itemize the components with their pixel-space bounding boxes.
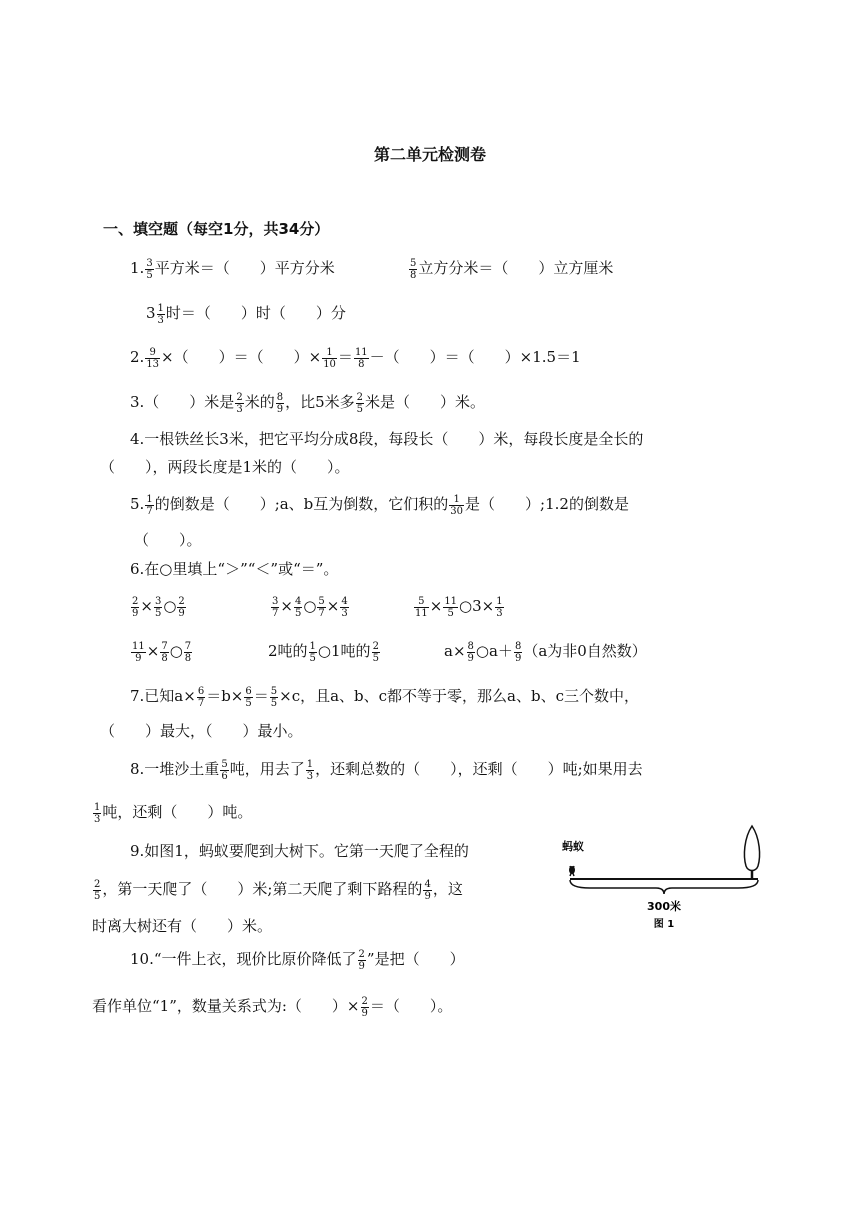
- fraction: [157, 303, 165, 326]
- text-segment: 9.如图1，蚂蚁要爬到大树下。它第一天爬了全程的: [130, 842, 469, 860]
- question-line: [130, 948, 465, 972]
- tree-icon: [744, 826, 759, 879]
- text-segment: ＝（ ）。: [369, 997, 453, 1015]
- fraction: [93, 879, 101, 902]
- fraction-denominator: 13: [146, 358, 160, 370]
- text-segment: ×: [429, 597, 443, 615]
- fraction-denominator: 30: [450, 505, 464, 517]
- text-segment: 看作单位“1”，数量关系式为:（ ）×: [92, 997, 360, 1015]
- text-segment: 2.: [130, 348, 145, 366]
- text-segment: （a为非0自然数）: [523, 642, 647, 660]
- fraction-denominator: 5: [154, 607, 162, 619]
- fraction-numerator: 4: [341, 595, 348, 607]
- fraction: [306, 759, 314, 782]
- ant-label: 蚂蚁: [562, 840, 584, 853]
- page-title: 第二单元检测卷: [373, 145, 486, 164]
- fraction: [197, 686, 205, 709]
- question-line: [268, 640, 381, 664]
- fraction: [145, 494, 153, 517]
- fraction: [235, 392, 243, 415]
- fraction-denominator: 5: [356, 403, 363, 415]
- text-segment: 2吨的: [268, 642, 308, 660]
- fraction-denominator: 7: [197, 697, 205, 709]
- text-segment: ×: [146, 642, 160, 660]
- text-segment: 3: [146, 304, 156, 322]
- fraction-numerator: 2: [358, 948, 365, 960]
- question-line: [130, 685, 639, 709]
- text-segment: ，还剩总数的（ ），还剩（ ）吨;如果用去: [315, 760, 643, 778]
- text-segment: ×: [140, 597, 153, 615]
- fraction-numerator: 9: [145, 347, 160, 359]
- fraction-denominator: 9: [467, 652, 474, 664]
- fraction: [131, 641, 146, 664]
- fraction-numerator: 7: [184, 640, 192, 652]
- fraction: [145, 347, 160, 370]
- text-segment: 时离大树还有（ ）米。: [92, 917, 273, 935]
- text-segment: 是（ ）;1.2的倒数是: [465, 495, 629, 513]
- fraction-numerator: 8: [276, 391, 284, 403]
- fraction: [220, 759, 228, 782]
- fraction-denominator: 9: [132, 607, 139, 619]
- fraction-numerator: 1: [157, 302, 164, 314]
- fraction-denominator: 7: [272, 607, 279, 619]
- question-line: [444, 640, 647, 664]
- fraction-denominator: 8: [161, 652, 168, 664]
- fraction: [160, 641, 168, 664]
- fraction: [372, 641, 380, 664]
- fraction-numerator: 3: [154, 595, 162, 607]
- fraction-denominator: 8: [358, 358, 365, 370]
- fraction-numerator: 1: [449, 494, 464, 506]
- fraction-numerator: 4: [424, 878, 431, 890]
- fraction-denominator: 11: [415, 607, 428, 619]
- fraction: [317, 596, 325, 619]
- text-segment: 时＝（ ）时（ ）分: [165, 304, 346, 322]
- question-line: [130, 595, 187, 619]
- fraction: [184, 641, 192, 664]
- fraction: [145, 258, 153, 281]
- fraction-denominator: 9: [178, 607, 185, 619]
- fraction-numerator: 2: [132, 595, 139, 607]
- text-segment: －（ ）＝（ ）×1.5＝1: [369, 348, 581, 366]
- fraction-numerator: 6: [245, 685, 252, 697]
- fraction-denominator: 3: [236, 403, 243, 415]
- fraction-denominator: 5: [372, 652, 379, 664]
- text-segment: 米是（ ）米。: [365, 393, 486, 411]
- fraction-numerator: 1: [309, 640, 316, 652]
- question-line: [130, 558, 338, 580]
- fraction: [294, 596, 302, 619]
- fraction-numerator: 1: [322, 347, 337, 359]
- text-segment: 平方米＝（ ）平方分米: [154, 259, 335, 277]
- fraction: [358, 949, 366, 972]
- fraction-numerator: 4: [294, 595, 302, 607]
- text-segment: 10.“一件上衣，现价比原价降低了: [130, 950, 357, 968]
- fraction-numerator: 5: [221, 758, 228, 770]
- fraction-denominator: 9: [135, 652, 142, 664]
- fraction: [495, 596, 503, 619]
- fraction: [270, 686, 278, 709]
- question-line: [413, 595, 505, 619]
- fraction-numerator: 11: [354, 346, 368, 358]
- fraction: [131, 596, 139, 619]
- fraction: [423, 879, 431, 902]
- fraction-denominator: 9: [424, 890, 431, 902]
- fraction: [244, 686, 252, 709]
- fraction-numerator: 2: [361, 995, 368, 1007]
- text-segment: 1.: [130, 259, 145, 277]
- fraction-numerator: 1: [146, 493, 153, 505]
- text-segment: ＝: [337, 348, 353, 366]
- fraction-numerator: 2: [94, 878, 101, 890]
- fraction-denominator: 5: [309, 652, 316, 664]
- question-line: [408, 257, 613, 281]
- fraction-numerator: 5: [318, 595, 325, 607]
- fraction-denominator: 9: [276, 403, 284, 415]
- text-segment: 6.在○里填上“＞”“＜”或“＝”。: [130, 560, 339, 578]
- fraction-numerator: 2: [178, 595, 185, 607]
- fraction-numerator: 8: [467, 640, 474, 652]
- fraction: [271, 596, 279, 619]
- fraction-denominator: 3: [496, 607, 503, 619]
- fraction-numerator: 1: [306, 758, 314, 770]
- text-segment: ○1吨的: [317, 642, 371, 660]
- fraction-denominator: 3: [341, 607, 348, 619]
- question-line: [130, 493, 629, 517]
- fraction: [340, 596, 348, 619]
- question-line: [130, 428, 643, 450]
- fraction: [449, 494, 464, 517]
- fraction-denominator: 7: [318, 607, 325, 619]
- text-segment: 立方分米＝（ ）立方厘米: [418, 259, 614, 277]
- fraction-numerator: 8: [514, 640, 522, 652]
- fraction-numerator: 5: [410, 257, 417, 269]
- question-line: [92, 878, 463, 902]
- question-line: [130, 346, 581, 370]
- distance-label: 300米: [647, 900, 681, 913]
- question-line: [130, 758, 643, 782]
- text-segment: 7.已知a×: [130, 687, 196, 705]
- fraction-numerator: 11: [444, 595, 458, 607]
- text-segment: 4.一根铁丝长3米，把它平均分成8段，每段长（ ）米，每段长度是全长的: [130, 430, 644, 448]
- text-segment: 3.（ ）米是: [130, 393, 235, 411]
- question-line: [92, 995, 452, 1019]
- text-segment: ×: [280, 597, 293, 615]
- question-line: [130, 640, 193, 664]
- text-segment: ＝b×: [206, 687, 244, 705]
- question-line: [270, 595, 350, 619]
- ant-tree-figure: [560, 822, 770, 932]
- fraction-denominator: 5: [294, 607, 302, 619]
- section-heading: 一、填空题（每空1分，共34分）: [103, 220, 330, 238]
- fraction-numerator: 11: [132, 640, 145, 652]
- fraction-denominator: 5: [94, 890, 101, 902]
- text-segment: 米的: [244, 393, 275, 411]
- text-segment: （ ）最大，（ ）最小。: [100, 722, 303, 740]
- fraction-denominator: 5: [146, 269, 153, 281]
- fraction: [93, 802, 101, 825]
- fraction-denominator: 5: [270, 697, 278, 709]
- text-segment: ×: [326, 597, 340, 615]
- text-segment: ×（ ）＝（ ）×: [161, 348, 322, 366]
- fraction-denominator: 8: [184, 652, 192, 664]
- fraction-denominator: 9: [514, 652, 522, 664]
- figure-caption: 图 1: [653, 919, 675, 930]
- fraction-denominator: 9: [361, 1007, 368, 1019]
- fraction-numerator: 3: [272, 595, 279, 607]
- text-segment: 8.一堆沙土重: [130, 760, 220, 778]
- text-segment: 的倒数是（ ）;a、b互为倒数，它们积的: [154, 495, 449, 513]
- fraction-numerator: 2: [372, 640, 379, 652]
- fraction-denominator: 7: [146, 505, 153, 517]
- fraction-numerator: 2: [236, 391, 243, 403]
- text-segment: ”是把（ ）: [366, 950, 465, 968]
- fraction: [322, 347, 337, 370]
- text-segment: a×: [444, 642, 466, 660]
- question-line: [146, 302, 346, 326]
- fraction: [354, 347, 369, 370]
- fraction-denominator: 3: [94, 813, 101, 825]
- fraction-denominator: 5: [447, 607, 454, 619]
- question-line: [130, 391, 485, 415]
- fraction-denominator: 3: [157, 314, 164, 326]
- ant-icon: [569, 866, 575, 876]
- text-segment: 5.: [130, 495, 145, 513]
- text-segment: ＝: [253, 687, 269, 705]
- text-segment: ，比5米多: [285, 393, 355, 411]
- text-segment: ○: [163, 597, 177, 615]
- text-segment: 吨，用去了: [229, 760, 305, 778]
- fraction: [276, 392, 284, 415]
- fraction: [309, 641, 317, 664]
- question-line: [100, 456, 350, 478]
- question-line: [92, 801, 252, 825]
- fraction-numerator: 5: [414, 596, 429, 608]
- text-segment: ，这: [432, 880, 463, 898]
- fraction-numerator: 1: [496, 595, 503, 607]
- text-segment: ×c，且a、b、c都不等于零，那么a、b、c三个数中，: [279, 687, 640, 705]
- fraction: [514, 641, 522, 664]
- fraction: [154, 596, 162, 619]
- question-line: [130, 257, 335, 281]
- text-segment: （ ）。: [134, 531, 202, 549]
- fraction-numerator: 7: [161, 640, 168, 652]
- distance-brace: [570, 880, 758, 894]
- fraction-denominator: 8: [410, 269, 417, 281]
- fraction: [443, 596, 458, 619]
- fraction-denominator: 10: [323, 358, 336, 370]
- fraction-numerator: 5: [270, 685, 278, 697]
- fraction: [177, 596, 185, 619]
- text-segment: ○: [303, 597, 317, 615]
- fraction-numerator: 3: [146, 257, 153, 269]
- text-segment: ○: [169, 642, 183, 660]
- question-line: [134, 529, 202, 551]
- fraction-numerator: 1: [94, 801, 101, 813]
- fraction-numerator: 6: [197, 685, 205, 697]
- text-segment: 吨，还剩（ ）吨。: [102, 803, 253, 821]
- fraction-denominator: 3: [306, 770, 314, 782]
- fraction-denominator: 5: [245, 697, 252, 709]
- text-segment: （ ），两段长度是1米的（ ）。: [100, 458, 350, 476]
- question-line: [100, 720, 303, 742]
- fraction: [356, 392, 364, 415]
- question-line: [92, 915, 272, 937]
- text-segment: ○a＋: [475, 642, 513, 660]
- fraction: [414, 596, 429, 619]
- text-segment: ○3×: [459, 597, 495, 615]
- fraction-denominator: 9: [358, 960, 365, 972]
- fraction: [467, 641, 475, 664]
- fraction: [409, 258, 417, 281]
- text-segment: ，第一天爬了（ ）米;第二天爬了剩下路程的: [102, 880, 423, 898]
- fraction: [361, 996, 369, 1019]
- fraction-denominator: 6: [221, 770, 228, 782]
- fraction-numerator: 2: [356, 391, 363, 403]
- question-line: [130, 840, 469, 862]
